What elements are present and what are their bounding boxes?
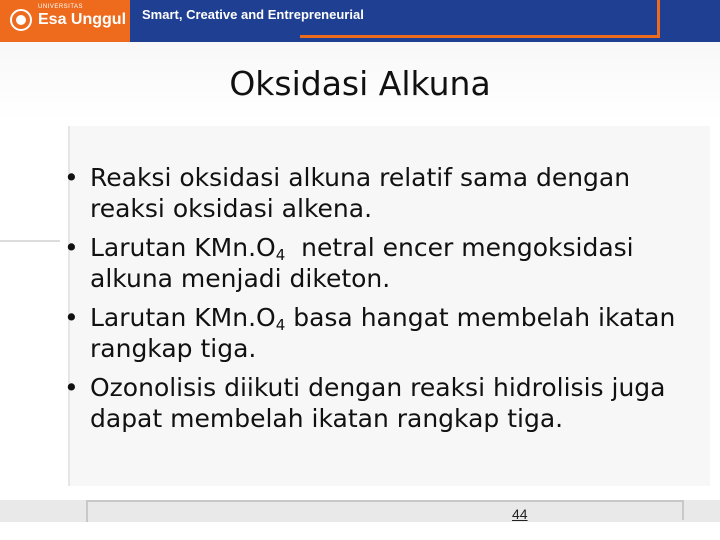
footer-line: [88, 500, 684, 520]
bullet-text-post: basa hangat membelah ikatan rangkap tiga.: [90, 303, 684, 363]
background-divider: [0, 240, 60, 242]
university-logo: [0, 0, 130, 42]
bullet-item: [56, 232, 686, 294]
page-number: 44: [512, 506, 528, 522]
subscript: 4: [275, 246, 286, 264]
footer-tick: [86, 500, 88, 522]
bullet-item: [56, 162, 686, 224]
bullet-text-post: netral encer mengoksidasi alkuna menjadi diketon.: [90, 233, 642, 293]
header-accent-line: [300, 0, 660, 38]
bullet-text: Ozonolisis diikuti dengan reaksi hidrolisis juga dapat membelah ikatan rangkap tiga.: [90, 373, 666, 433]
logo-mark-icon: [10, 9, 32, 31]
bullet-text: Reaksi oksidasi alkuna relatif sama dengan reaksi oksidasi alkena.: [90, 163, 631, 223]
bullet-item: [56, 302, 686, 364]
slide-title: Oksidasi Alkuna: [229, 64, 491, 103]
tagline: Smart, Creative and Entrepreneurial: [142, 7, 364, 22]
logo-small-text: UNIVERSITAS: [38, 4, 84, 10]
header-bar: [0, 0, 720, 42]
bullet-text-pre: Larutan KMn.O: [90, 233, 276, 262]
subscript: 4: [275, 316, 286, 334]
bullet-list: [56, 162, 686, 442]
logo-name: Esa Unggul: [38, 11, 127, 28]
bullet-item: [56, 372, 686, 434]
bullet-text-pre: Larutan KMn.O: [90, 303, 276, 332]
